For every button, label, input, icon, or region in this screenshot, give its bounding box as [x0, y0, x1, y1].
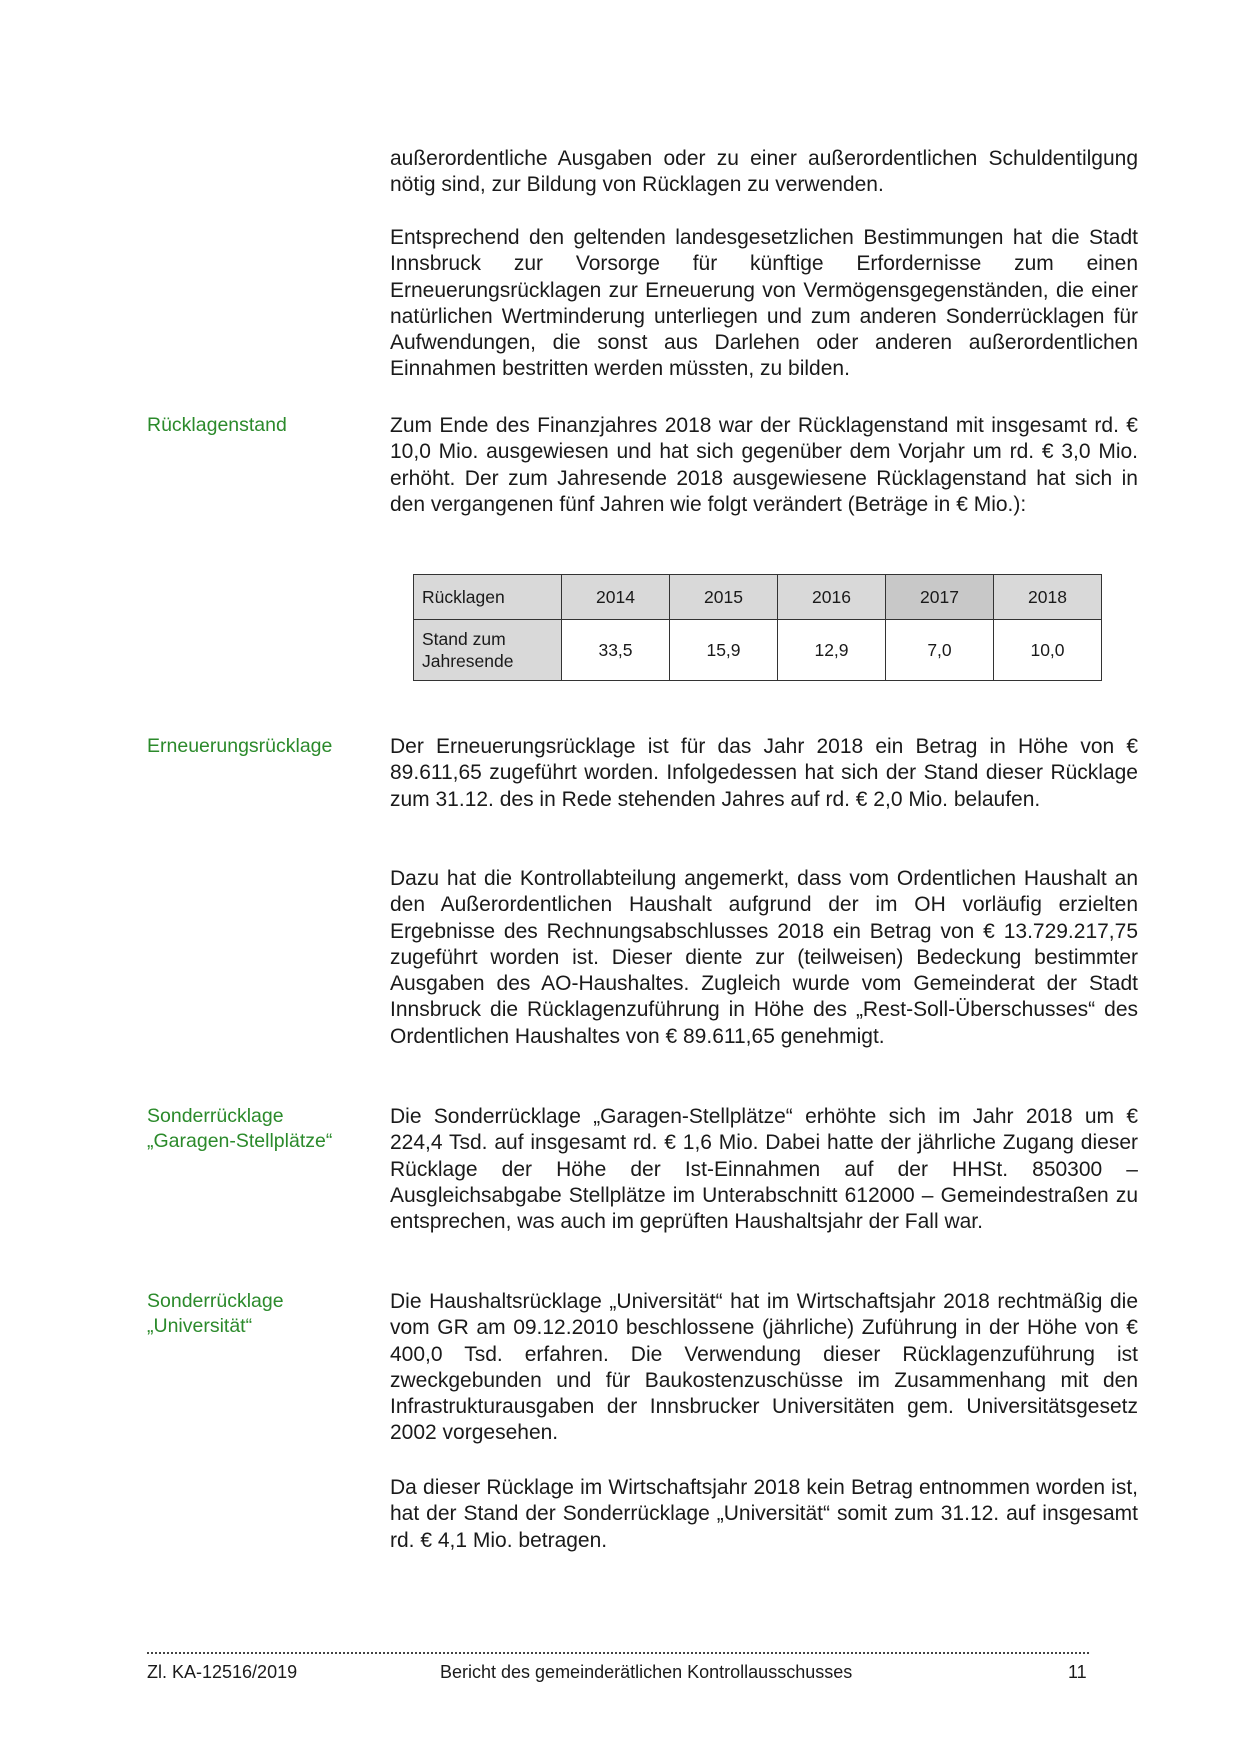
- table-row-label-line: Jahresende: [422, 651, 514, 671]
- table-row-label-line: Stand zum: [422, 629, 506, 649]
- paragraph-intro: [390, 146, 1138, 199]
- margin-note-text: Sonderrücklage: [147, 1105, 284, 1127]
- paragraph-text: Dazu hat die Kontrollabteilung angemerkt, dass vom Ordentlichen Haushalt an den Außerordentlichen Haushalt aufgrund der im OH vorläufig erzielten Ergebnisse des Rechnungsabschlusses 2018 ein Betrag von € 13.729.217,75 zugeführt worden ist. Dieser diente zur (teilweisen) Bedeckung bestimmter Ausgaben des AO-Haushaltes. Zugleich wurde vom Gemeinderat der Stadt Innsbruck die Rücklagenzuführung in Höhe des „Rest-Soll-Überschusses“ des Ordentlichen Haushaltes von € 89.611,65 genehmigt.: [390, 867, 1138, 1048]
- paragraph-text: Da dieser Rücklage im Wirtschaftsjahr 2018 kein Betrag entnommen worden ist, hat der Stand der Sonderrücklage „Universität“ somit zum 31.12. auf insgesamt rd. € 4,1 Mio. betragen.: [390, 1476, 1138, 1552]
- margin-note-text: „Garagen-Stellplätze“: [147, 1130, 333, 1152]
- table-cell-value: 33,5: [562, 620, 670, 681]
- paragraph-text: Die Sonderrücklage „Garagen-Stellplätze“ erhöhte sich im Jahr 2018 um € 224,4 Tsd. auf insgesamt rd. € 1,6 Mio. Dabei hatte der jährliche Zugang dieser Rücklage der Höhe der Ist-Einnahmen auf der HHSt. 850300 – Ausgleichsabgabe Stellplätze im Unterabschnitt 612000 – Gemeindestraßen zu entsprechen, was auch im geprüften Haushaltsjahr der Fall war.: [390, 1105, 1138, 1234]
- margin-note-text: „Universität“: [147, 1315, 253, 1337]
- table-header-year: 2018: [994, 575, 1102, 620]
- table-header-year: 2016: [778, 575, 886, 620]
- table-header-row: [414, 575, 1102, 620]
- table-cell-value: 15,9: [670, 620, 778, 681]
- paragraph-legal: [390, 225, 1138, 383]
- table-cell-value: 10,0: [994, 620, 1102, 681]
- paragraph-kontrollabteilung: [390, 866, 1138, 1050]
- table-row: [414, 620, 1102, 681]
- footer-page-number: 11: [1068, 1662, 1087, 1682]
- table-cell-value: 12,9: [778, 620, 886, 681]
- margin-note-text: Rücklagenstand: [147, 414, 287, 436]
- margin-note-erneuerung: [147, 734, 367, 759]
- table-cell-value: 7,0: [886, 620, 994, 681]
- footer-title: Bericht des gemeinderätlichen Kontrollausschusses: [440, 1662, 853, 1682]
- paragraph-garagen: [390, 1104, 1138, 1235]
- margin-note-text: Sonderrücklage: [147, 1290, 284, 1312]
- margin-note-garagen: [147, 1104, 367, 1154]
- margin-note-text: Erneuerungsrücklage: [147, 735, 333, 757]
- paragraph-erneuerung: [390, 734, 1138, 813]
- ruecklagen-table: [413, 574, 1102, 681]
- table-header-label: Rücklagen: [414, 575, 562, 620]
- paragraph-text: außerordentliche Ausgaben oder zu einer außerordentlichen Schuldentilgung nötig sind, zur Bildung von Rücklagen zu verwenden.: [390, 147, 1138, 197]
- paragraph-text: Der Erneuerungsrücklage ist für das Jahr 2018 ein Betrag in Höhe von € 89.611,65 zugeführt worden. Infolgedessen hat sich der Stand dieser Rücklage zum 31.12. des in Rede stehenden Jahres auf rd. € 2,0 Mio. belaufen.: [390, 735, 1138, 811]
- footer-divider: [147, 1652, 1089, 1656]
- table-header-year: 2014: [562, 575, 670, 620]
- table-row-label: [414, 620, 562, 681]
- paragraph-text: Zum Ende des Finanzjahres 2018 war der Rücklagenstand mit insgesamt rd. € 10,0 Mio. ausgewiesen und hat sich gegenüber dem Vorjahr um rd. € 3,0 Mio. erhöht. Der zum Jahresende 2018 ausgewiesene Rücklagenstand hat sich in den vergangenen fünf Jahren wie folgt verändert (Beträge in € Mio.):: [390, 414, 1138, 516]
- table-header-year: 2017: [886, 575, 994, 620]
- paragraph-text: Entsprechend den geltenden landesgesetzlichen Bestimmungen hat die Stadt Innsbruck zur Vorsorge für künftige Erfordernisse zum einen Erneuerungsrücklagen zur Erneuerung von Vermögensgegenständen, die einer natürlichen Wertminderung unterliegen und zum anderen Sonderrücklagen für Aufwendungen, die sonst aus Darlehen oder anderen außerordentlichen Einnahmen bestritten werden müssten, zu bilden.: [390, 226, 1138, 381]
- paragraph-universitaet-stand: [390, 1475, 1138, 1554]
- paragraph-universitaet: [390, 1289, 1138, 1447]
- margin-note-universitaet: [147, 1289, 367, 1339]
- table-header-year: 2015: [670, 575, 778, 620]
- footer-reference: Zl. KA-12516/2019: [147, 1662, 298, 1682]
- paragraph-ruecklagenstand: [390, 413, 1138, 518]
- margin-note-ruecklagenstand: [147, 413, 367, 438]
- paragraph-text: Die Haushaltsrücklage „Universität“ hat im Wirtschaftsjahr 2018 rechtmäßig die vom GR am 09.12.2010 beschlossene (jährliche) Zuführung in der Höhe von € 400,0 Tsd. erfahren. Die Verwendung dieser Rücklagenzuführung ist zweckgebunden und für Baukostenzuschüsse im Zusammenhang mit den Infrastrukturausgaben der Innsbrucker Universitäten gem. Universitätsgesetz 2002 vorgesehen.: [390, 1290, 1138, 1445]
